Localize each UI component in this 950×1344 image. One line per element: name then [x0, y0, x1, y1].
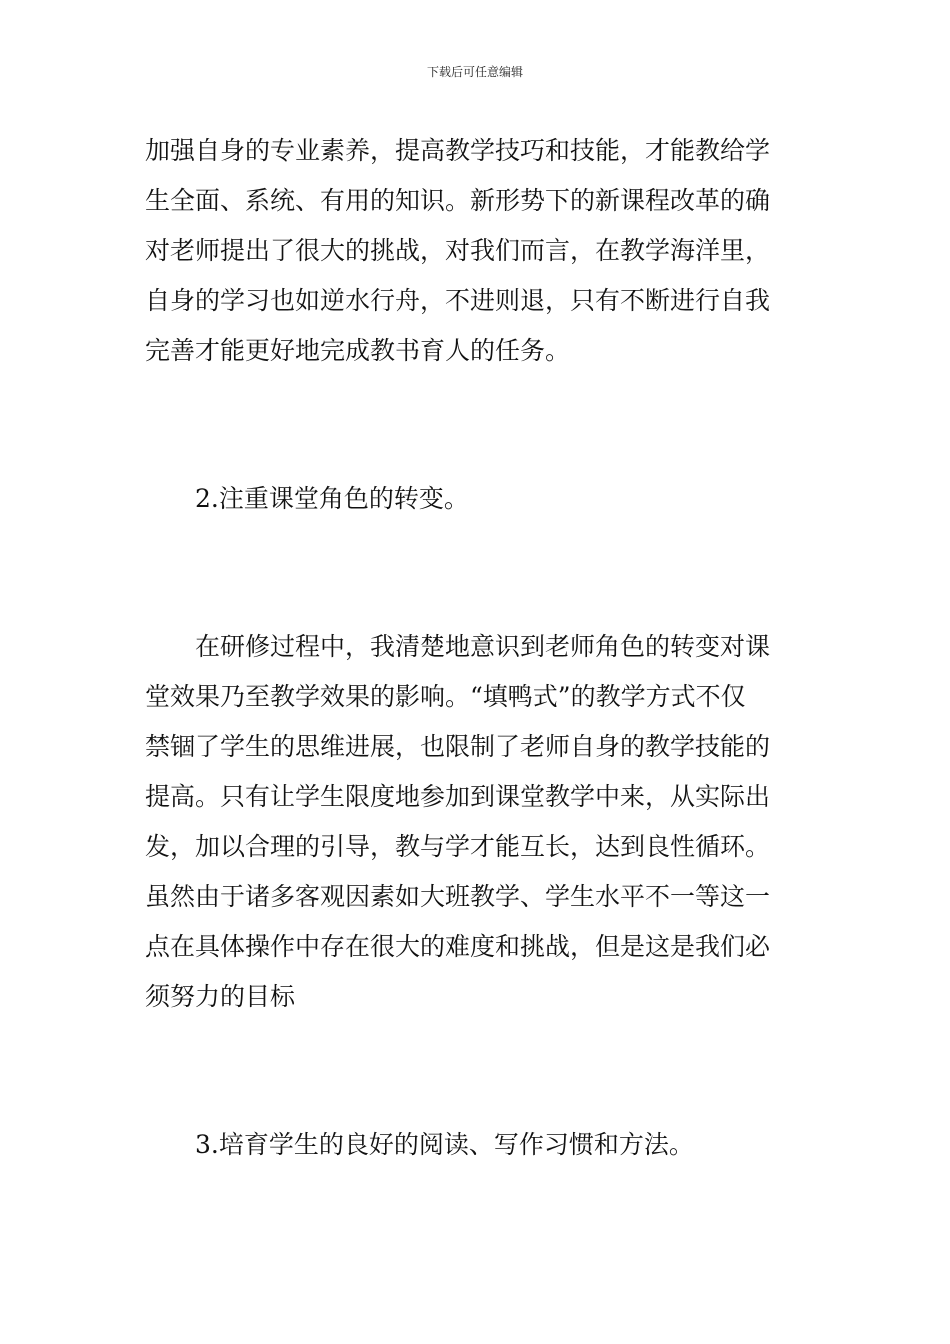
paragraph-line: 禁锢了学生的思维进展，也限制了老师自身的教学技能的: [145, 732, 771, 761]
paragraph-line: 须努力的目标: [145, 982, 296, 1011]
paragraph-line: 发，加以合理的引导，教与学才能互长，达到良性循环。: [145, 832, 771, 861]
paragraph-line: 虽然由于诸多客观因素如大班教学、学生水平不一等这一: [145, 882, 771, 911]
paragraph-line: 完善才能更好地完成教书育人的任务。: [145, 336, 571, 365]
paragraph-line: 对老师提出了很大的挑战，对我们而言，在教学海洋里，: [145, 236, 771, 265]
paragraph-line: 生全面、系统、有用的知识。新形势下的新课程改革的确: [145, 186, 771, 215]
page-header: 下载后可任意编辑: [426, 65, 523, 79]
section-heading-2: 2.注重课堂角色的转变。: [195, 484, 469, 513]
paragraph-line: 在研修过程中，我清楚地意识到老师角色的转变对课: [195, 632, 771, 661]
paragraph-line: 提高。只有让学生限度地参加到课堂教学中来，从实际出: [145, 782, 771, 811]
paragraph-line: 点在具体操作中存在很大的难度和挑战，但是这是我们必: [145, 932, 771, 961]
section-heading-3: 3.培育学生的良好的阅读、写作习惯和方法。: [195, 1130, 694, 1159]
paragraph-line: 堂效果乃至教学效果的影响。“填鸭式”的教学方式不仅: [145, 682, 746, 711]
paragraph-line: 自身的学习也如逆水行舟，不进则退，只有不断进行自我: [145, 286, 771, 315]
paragraph-line: 加强自身的专业素养，提高教学技巧和技能，才能教给学: [145, 136, 771, 165]
